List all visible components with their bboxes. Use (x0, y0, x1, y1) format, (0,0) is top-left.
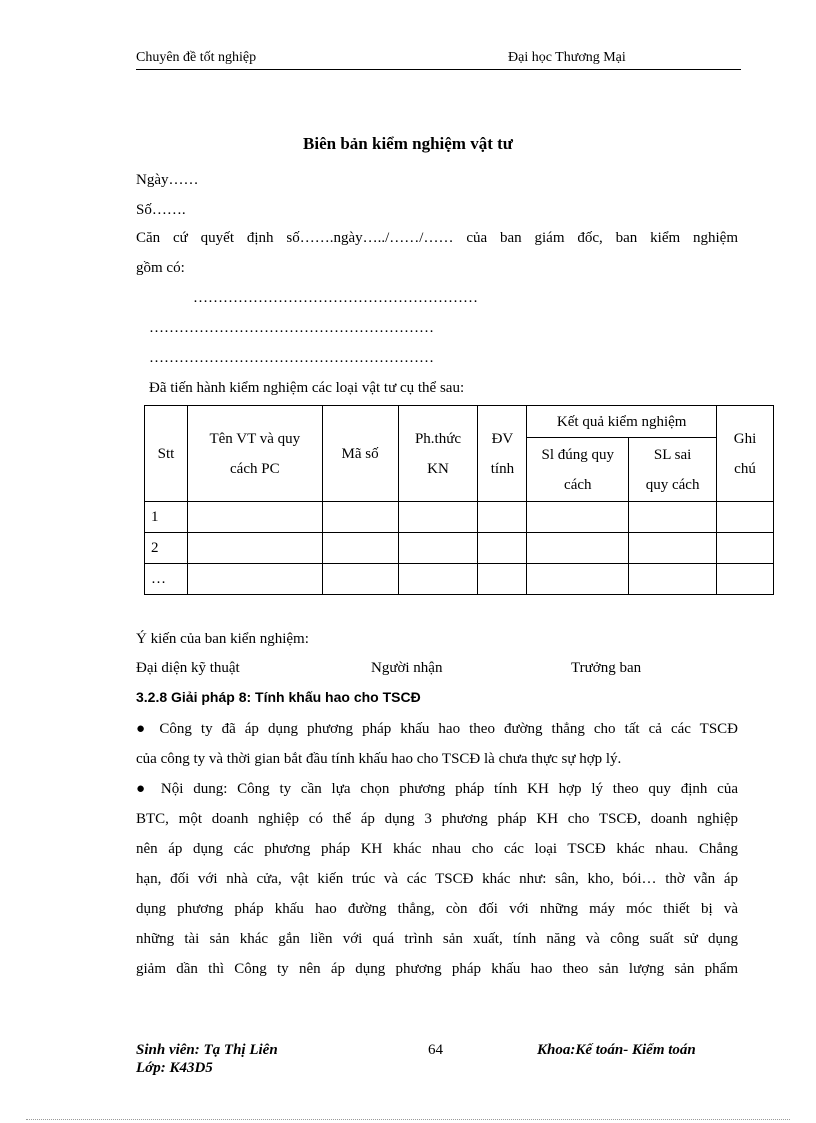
footer-faculty: Khoa:Kế toán- Kiểm toán (537, 1042, 696, 1058)
header-ghi-chu: Ghi chú (717, 406, 774, 502)
row-stt: … (145, 564, 188, 595)
header-ma-so: Mã số (322, 406, 398, 502)
table-row (145, 533, 774, 564)
header-right: Đại học Thương Mại (508, 50, 626, 65)
members-label: gồm có: (136, 260, 185, 276)
row-stt: 1 (145, 502, 188, 533)
bullet-dot-icon: ● (136, 781, 152, 797)
inspection-intro: Đã tiến hành kiểm nghiệm các loại vật tư cụ thể sau: (149, 380, 465, 396)
bullet-2-line-1: ● Nội dung: Công ty cần lựa chọn phương pháp tính KH hợp lý theo quy định của (136, 781, 738, 797)
bullet-2-line-3: nên áp dụng các phương pháp KH khác nhau cho các loại TSCĐ khác nhau. Chẳng (136, 841, 738, 857)
footer-student: Sinh viên: Tạ Thị Liên (136, 1042, 278, 1058)
bullet-2-line-6: những tài sản khác gắn liền với quá trình sản xuất, tính năng và công suất sử dụng (136, 931, 738, 947)
header-ten-vt: Tên VT và quy cách PC (187, 406, 322, 502)
date-line: Ngày…… (136, 172, 199, 188)
header-stt: Stt (145, 406, 188, 502)
header-ket-qua: Kết quả kiểm nghiệm (527, 406, 717, 438)
table-row (145, 502, 774, 533)
member-dots-2: ………………………………………………… (149, 320, 434, 336)
bullet-2-line-5: dụng phương pháp khấu hao đường thẳng, còn đối với những máy móc thiết bị và (136, 901, 738, 917)
member-dots-3: ………………………………………………… (149, 350, 434, 366)
header-sl-sai: SL sai quy cách (629, 438, 717, 502)
bullet-1-line-2: của công ty và thời gian bắt đầu tính khấu hao cho TSCĐ là chưa thực sự hợp lý. (136, 751, 622, 767)
header-left: Chuyên đề tốt nghiệp (136, 50, 257, 65)
footer-class: Lớp: K43D5 (136, 1060, 213, 1076)
bullet-1-line-1: ● Công ty đã áp dụng phương pháp khấu hao theo đường thẳng cho tất cả các TSCĐ (136, 721, 739, 737)
bullet-2-line-7: giảm dần thì Công ty nên áp dụng phương pháp khấu hao theo sản lượng sản phẩm (136, 961, 738, 977)
document-title: Biên bản kiểm nghiệm vật tư (303, 134, 513, 153)
bullet-2-line-4: hạn, đối với nhà cửa, vật kiến trúc và các TSCĐ khác như: sân, kho, bói… thờ vẫn áp (136, 871, 738, 887)
header-ph-thuc: Ph.thức KN (398, 406, 478, 502)
bullet-dot-icon: ● (136, 721, 151, 737)
basis-line: Căn cứ quyết định số…….ngày…../……/…… của ban giám đốc, ban kiểm nghiệm (136, 230, 738, 246)
signature-head: Trưởng ban (571, 660, 642, 676)
page-header (136, 50, 741, 70)
bullet-2-line-2: BTC, một doanh nghiệp có thể áp dụng 3 phương pháp KH cho TSCĐ, doanh nghiệp (136, 811, 738, 827)
header-dv-tinh: ĐV tính (478, 406, 527, 502)
table-row (145, 564, 774, 595)
signature-technical: Đại diện kỹ thuật (136, 660, 240, 676)
number-line: Số……. (136, 202, 186, 218)
header-sl-dung: Sl đúng quy cách (527, 438, 629, 502)
page-number: 64 (428, 1042, 443, 1058)
page-bottom-border (26, 1119, 790, 1120)
section-heading: 3.2.8 Giải pháp 8: Tính khấu hao cho TSCĐ (136, 689, 421, 705)
signature-receiver: Người nhận (371, 660, 443, 676)
committee-opinion: Ý kiến của ban kiển nghiệm: (136, 631, 309, 647)
inspection-table (144, 405, 774, 595)
row-stt: 2 (145, 533, 188, 564)
member-dots-1: ………………………………………………… (193, 290, 478, 306)
